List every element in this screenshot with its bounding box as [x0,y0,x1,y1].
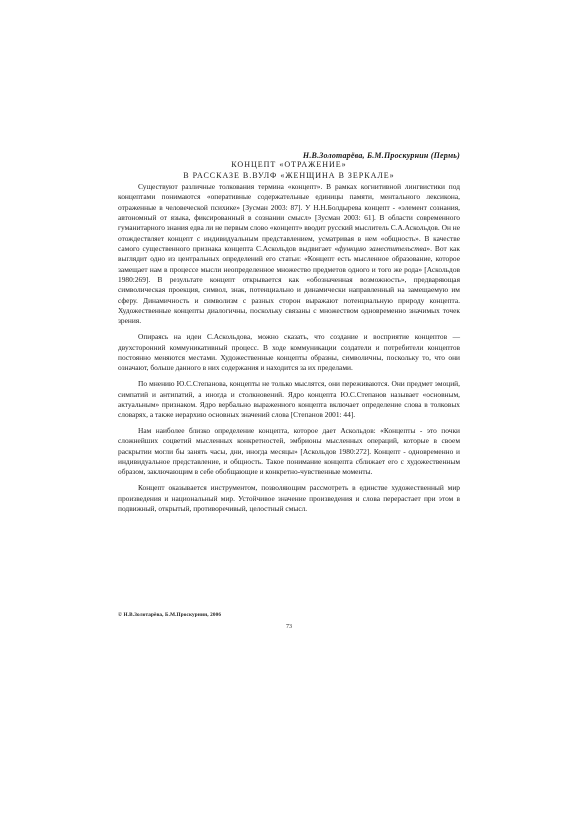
paragraph-3: По мнению Ю.С.Степанова, концепты не только мыслятся, они переживаются. Они предмет эмоций, симпатий и антипатий, а иногда и столкновений. Ядро концепта Ю.С.Степанов называет «основным, актуальным» признаком. Ядро вербально выраженного концепта включает определение слова в толковых словарях, а также иерархию основных значений слова [Степанов 2001: 44]. [118,379,460,420]
paragraph-1-text-b: ». Вот как выглядит одно из центральных определений его статьи: «Концепт есть мысленное образование, которое замещает нам в процессе мысли неопределенное множество предметов одного и того же рода» [Аскольдов 1980:269]. В результате концепт открывается как «обозначенная возможность», предваряющая символическая проекция, символ, знак, потенциально и динамически направленный на замещаемую им сферу. Динамичность и символизм с разных сторон выражают потенциальную природу концепта. Художественные концепты диалогичны, поскольку связаны с множеством одновременно значимых точек зрения. [118,244,460,326]
copyright-notice: © Н.В.Золотарёва, Б.М.Проскурнин, 2006 [118,612,222,618]
paragraph-5: Концепт оказывается инструментом, позволяющим рассмотреть в единстве художественный мир произведения и национальный мир. Устойчивое значение произведения и слова перерастает при этом в подвижный, открытый, противоречивый, целостный смысл. [118,483,460,513]
paragraph-4: Нам наиболее близко определение концепта, которое дает Аскольдов: «Концепты - это почки сложнейших соцветий мысленных конкретностей, эмбрионы мысленных операций, которые в своем раскрытии могли бы занять часы, дни, иногда месяцы» [Аскольдов 1980:272]. Концепт - одновременно и индивидуальное представление, и общность. Такое понимание концепта сближает его с художественным образом, заключающим в себе обобщающие и конкретно-чувственные моменты. [118,426,460,477]
paragraph-1-emphasis: функцию заместительства [338,244,427,254]
paragraph-2: Опираясь на идеи С.Аскольдова, можно сказать, что создание и восприятие концептов — двухсторонний коммуникативный процесс. В ходе коммуникации создатели и потребители концептов постоянно меняются местами. Художественные концепты образны, символичны, поскольку то, что они означают, больше данного в них содержания и находится за их пределами. [118,332,460,373]
paragraph-1 [118,182,460,327]
article-title-line-1: КОНЦЕПТ «ОТРАЖЕНИЕ» [231,160,347,169]
paragraph-1-text-a: Существуют различные толкования термина «концепт». В рамках когнитивной лингвистики под концептами понимаются «оперативные содержательные единицы памяти, ментального лексикона, отраженные в человеческой психике» [Зусман 2003: 87]. У Н.Н.Болдырева концепт - «элемент сознания, автономный от языка, фиксированный в сознании смысл» [Зусман 2003: 61]. В области современного гуманитарного знания едва ли не первым слово «концепт» вводит русский мыслитель С.А.Аскольдов. Он не отождествляет концепт с индивидуальным представлением, усматривая в нем «общность». В качестве самого существенного признака концепта С.Аскольдов выдвигает « [118,182,460,254]
article-title-line-2: В РАССКАЗЕ В.ВУЛФ «ЖЕНЩИНА В ЗЕРКАЛЕ» [183,170,395,180]
author-line: Н.В.Золотарёва, Б.М.Проскурнин (Пермь) [302,151,460,160]
article-body [118,182,460,520]
article-title [118,160,460,181]
page-number: 73 [286,624,292,630]
